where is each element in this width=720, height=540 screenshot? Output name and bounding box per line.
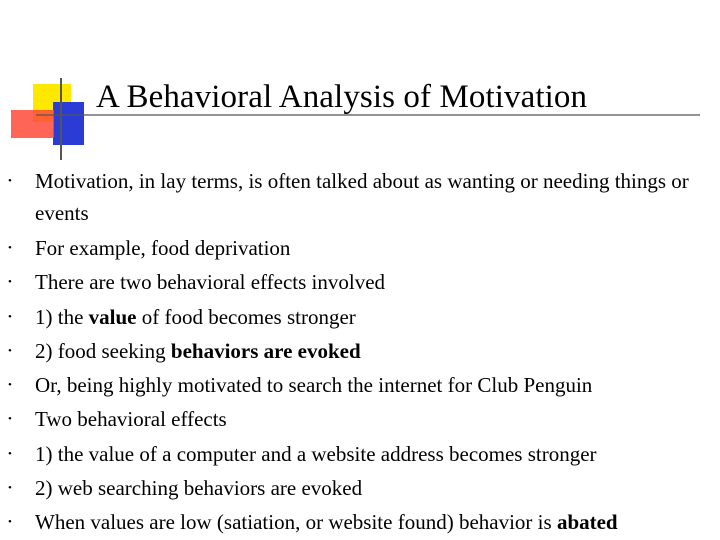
bullet-item — [0, 265, 720, 299]
bullet-text: 2) food seeking — [35, 338, 171, 363]
bullet-item — [0, 471, 720, 505]
bullet-text-bold: abated — [556, 510, 618, 535]
bullet-text: There are two behavioral effects involved — [35, 270, 386, 295]
bullet-dot-icon: • — [8, 482, 12, 495]
bullet-item — [0, 402, 720, 436]
bullet-dot-icon: • — [8, 379, 12, 392]
bullet-dot-icon: • — [8, 344, 12, 357]
bullet-text-bold: value — [88, 304, 137, 329]
bullet-item — [0, 334, 720, 368]
bullet-text: 2) web searching behaviors are evoked — [35, 476, 363, 501]
bullet-item — [0, 437, 720, 471]
bullet-dot-icon: • — [8, 516, 12, 529]
bullet-item — [0, 368, 720, 402]
bullet-dot-icon: • — [8, 447, 12, 460]
bullet-text: Two behavioral effects — [35, 407, 227, 432]
deco-red-square — [11, 110, 54, 138]
bullet-dot-icon: • — [8, 413, 12, 426]
bullet-text: 1) the — [35, 304, 89, 329]
bullet-text: Or, being highly motivated to search the internet for Club Penguin — [35, 373, 593, 398]
bullet-dot-icon: • — [8, 242, 12, 254]
bullet-dot-icon: • — [8, 310, 12, 323]
bullet-dot-icon: • — [8, 175, 12, 187]
bullet-dot-icon: • — [8, 276, 12, 289]
bullet-list — [0, 165, 720, 540]
bullet-text: Motivation, in lay terms, is often talked about as wanting or needing things or events — [35, 169, 689, 225]
deco-blue-square — [53, 102, 84, 145]
bullet-item — [0, 300, 720, 334]
bullet-text-bold: behaviors are evoked — [170, 338, 361, 363]
bullet-text: For example, food deprivation — [35, 236, 291, 260]
bullet-item — [0, 505, 720, 539]
bullet-item — [0, 231, 720, 265]
bullet-item — [0, 165, 705, 231]
bullet-text: of food becomes stronger — [136, 304, 356, 329]
bullet-text: When values are low (satiation, or website found) behavior is — [35, 510, 557, 535]
bullet-text: 1) the value of a computer and a website address becomes stronger — [35, 441, 597, 466]
slide-title: A Behavioral Analysis of Motivation — [96, 79, 588, 115]
